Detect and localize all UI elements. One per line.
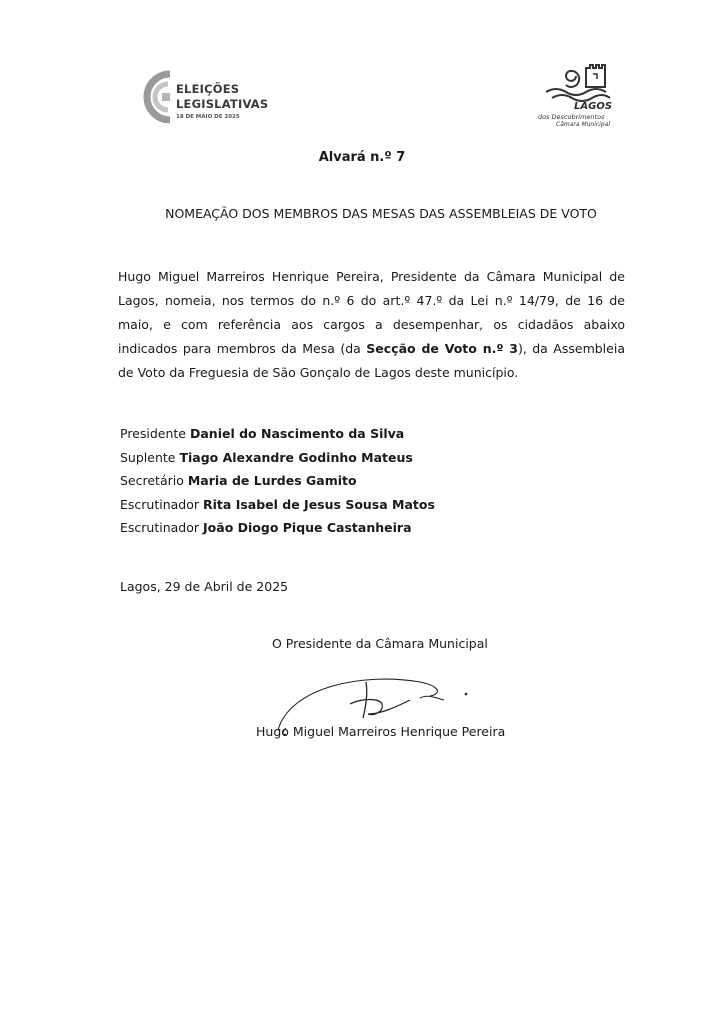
lagos-logo-name: LAGOS xyxy=(574,101,613,112)
elections-logo-line2: LEGISLATIVAS xyxy=(176,97,269,111)
paragraph-part1: Hugo Miguel Marreiros Henrique Pereira, Presidente da Câmara Municipal de Lagos, nomeia, nos termos do n.º 6 do art.º 47.º da Lei n.º 14/79, de 16 de maio, e com referência aos cargos a desempenhar, os cidadãos abaixo indicados para membros da Mesa (da xyxy=(118,269,625,356)
member-role: Escrutinador xyxy=(120,496,200,512)
member-name: Daniel do Nascimento da Silva xyxy=(189,426,405,441)
members-list xyxy=(120,422,435,540)
elections-logo-icon xyxy=(140,68,180,128)
member-row xyxy=(120,446,435,470)
elections-logo-date: 18 DE MAIO DE 2025 xyxy=(176,114,240,120)
member-row xyxy=(120,469,435,493)
member-name: Rita Isabel de Jesus Sousa Matos xyxy=(203,496,435,512)
lagos-logo-subtitle: dos Descobrimentos xyxy=(538,113,605,121)
document-subtitle: NOMEAÇÃO DOS MEMBROS DAS MESAS DAS ASSEMBLEIAS DE VOTO xyxy=(165,206,597,221)
member-role: Presidente xyxy=(120,426,186,441)
elections-logo xyxy=(140,68,270,128)
member-name: Tiago Alexandre Godinho Mateus xyxy=(179,449,413,465)
signatory-name: Hugo Miguel Marreiros Henrique Pereira xyxy=(256,724,506,739)
lagos-logo xyxy=(538,62,628,128)
signatory-title: O Presidente da Câmara Municipal xyxy=(272,636,488,651)
place-date: Lagos, 29 de Abril de 2025 xyxy=(120,579,289,594)
nomination-paragraph xyxy=(118,265,625,385)
member-role: Secretário xyxy=(120,473,184,489)
member-name: João Diogo Pique Castanheira xyxy=(203,520,412,536)
member-role: Suplente xyxy=(120,449,176,465)
document-title: Alvará n.º 7 xyxy=(318,150,406,165)
member-row xyxy=(120,493,435,517)
member-row xyxy=(120,422,435,446)
paragraph-section-bold: Secção de Voto n.º 3 xyxy=(366,341,518,356)
lagos-logo-council: Câmara Municipal xyxy=(556,121,611,128)
member-row xyxy=(120,516,435,540)
member-role: Escrutinador xyxy=(120,520,200,536)
elections-logo-line1: ELEIÇÕES xyxy=(176,82,240,96)
paragraph-part2: ), da Assembleia de Voto da Freguesia de São Gonçalo de Lagos deste município. xyxy=(118,341,625,380)
member-name: Maria de Lurdes Gamito xyxy=(187,473,357,489)
